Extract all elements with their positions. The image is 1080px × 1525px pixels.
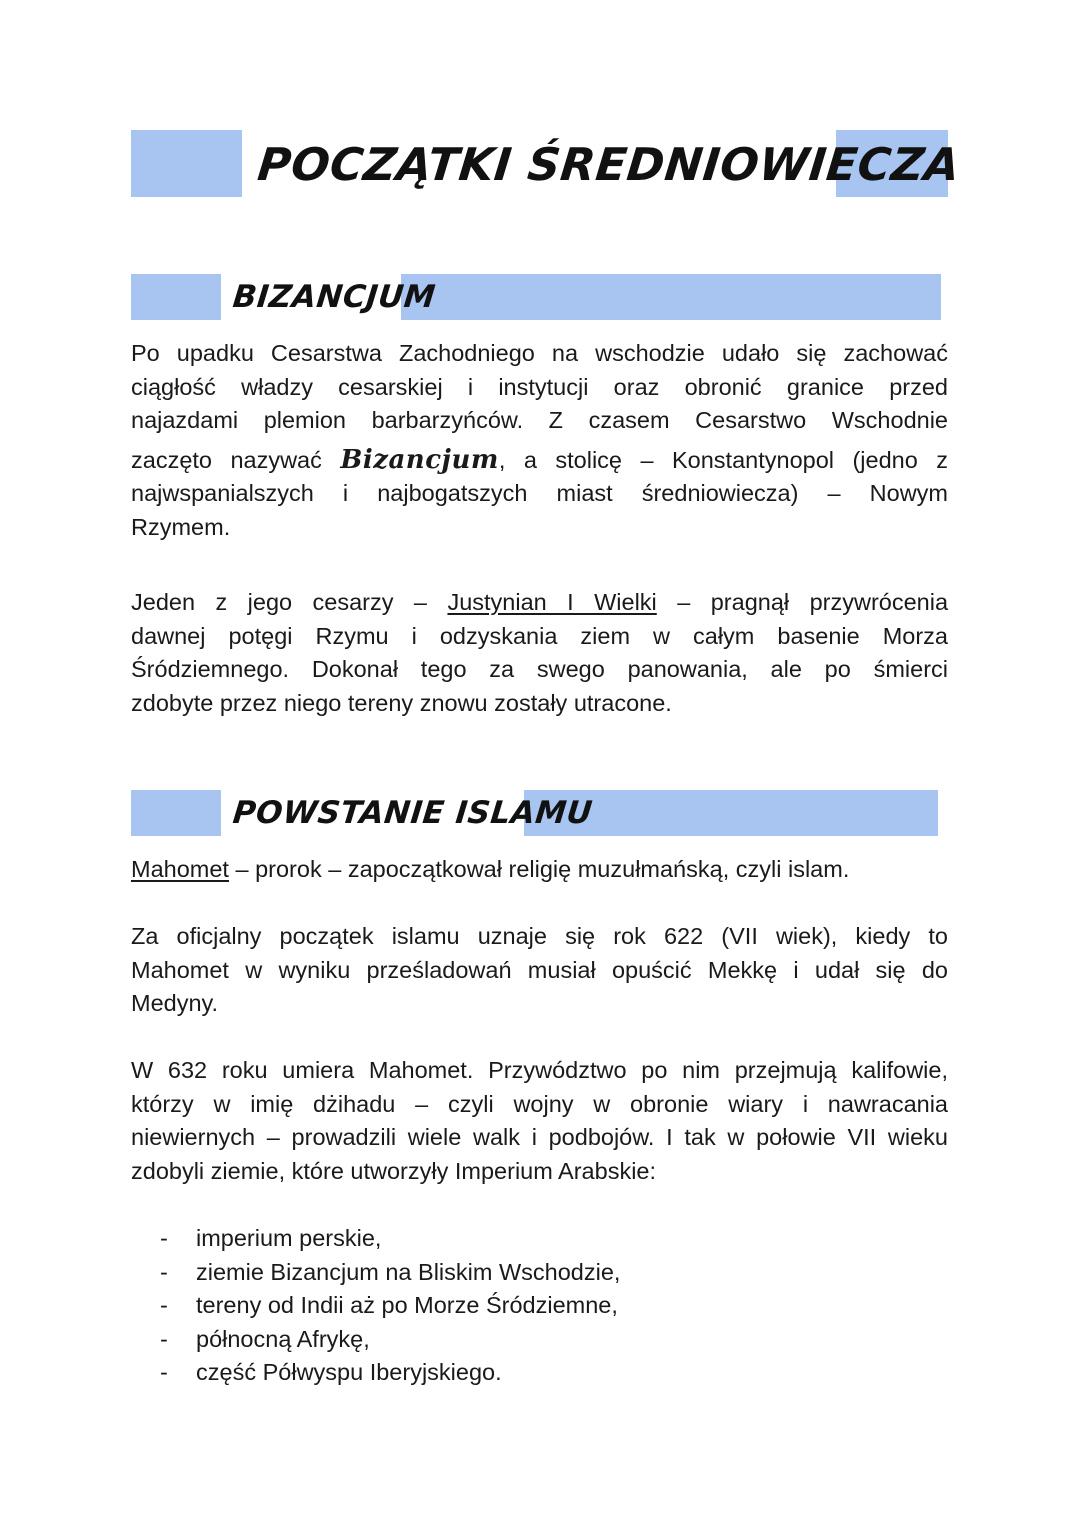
list-item (160, 1256, 620, 1290)
bullet-dash: - (160, 1258, 168, 1285)
title-left-block (131, 130, 242, 197)
list-item (160, 1222, 620, 1256)
text-fragment: – pragnął przywrócenia (656, 589, 949, 615)
bullet-dash: - (160, 1325, 168, 1352)
bullet-dash: - (160, 1225, 168, 1251)
text-fragment: – prorok – zapoczątkował religię muzułmańską, czyli islam. (228, 856, 850, 882)
text-line: Po upadku Cesarstwa Zachodniego na wschodzie udało się zachować (131, 340, 948, 366)
section-heading-byzantium: BIZANCJUM (231, 279, 438, 315)
text-line: Rzymem. (131, 513, 231, 540)
list-item-text: część Półwyspu Iberyjskiego. (196, 1359, 502, 1385)
byzantium-paragraph-1 (131, 337, 948, 544)
section-heading-islam: POWSTANIE ISLAMU (231, 795, 595, 831)
islam-paragraph-2 (131, 920, 948, 1021)
section-byzantium-right-block (401, 274, 941, 320)
text-line: najazdami plemion barbarzyńców. Z czasem Cesarstwo Wschodnie (131, 407, 948, 433)
text-line: Mahomet w wyniku prześladowań musiał opuścić Mekkę i udał się do (131, 956, 948, 983)
text-fragment: Jeden z jego cesarzy – (131, 589, 448, 615)
text-line: W 632 roku umiera Mahomet. Przywództwo po nim przejmują kalifowie, (131, 1057, 948, 1083)
text-line: najwspanialszych i najbogatszych miast średniowiecza) – Nowym (131, 480, 948, 506)
islam-paragraph-1 (131, 853, 948, 887)
list-item-text: północną Afrykę, (196, 1325, 370, 1352)
section-islam-left-block (131, 790, 221, 836)
text-line (131, 853, 948, 887)
text-line (131, 586, 948, 620)
section-byzantium-left-block (131, 274, 221, 320)
text-line (131, 444, 948, 478)
byzantium-paragraph-2 (131, 586, 948, 720)
bullet-dash: - (160, 1292, 168, 1318)
list-item (160, 1289, 620, 1323)
bullet-dash: - (160, 1359, 168, 1385)
text-fragment: zaczęto nazywać (131, 446, 341, 473)
text-line: zdobyli ziemie, które utworzyły Imperium Arabskie: (131, 1157, 657, 1184)
name-justinian: Justynian I Wielki (447, 589, 657, 615)
list-item-text: imperium perskie, (196, 1225, 382, 1251)
list-item (160, 1356, 620, 1390)
term-byzantium: Bizancjum (340, 444, 499, 475)
empire-territories-list (160, 1222, 620, 1390)
list-item-text: ziemie Bizancjum na Bliskim Wschodzie, (196, 1258, 621, 1285)
text-line: ciągłość władzy cesarskiej i instytucji oraz obronić granice przed (131, 373, 948, 400)
text-line: Śródziemnego. Dokonał tego za swego panowania, ale po śmierci (131, 656, 948, 682)
name-mahomet: Mahomet (131, 856, 229, 882)
text-line: niewiernych – prowadzili wiele walk i podbojów. I tak w połowie VII wieku (131, 1124, 948, 1150)
text-fragment: , a stolicę – Konstantynopol (jedno z (498, 446, 948, 473)
text-line: Za oficjalny początek islamu uznaje się rok 622 (VII wiek), kiedy to (131, 923, 948, 949)
text-line: którzy w imię dżihadu – czyli wojny w obronie wiary i nawracania (131, 1090, 948, 1117)
text-line: dawnej potęgi Rzymu i odzyskania ziem w całym basenie Morza (131, 622, 948, 649)
text-line: zdobyte przez niego tereny znowu zostały utracone. (131, 689, 672, 716)
islam-paragraph-3 (131, 1054, 948, 1188)
list-item (160, 1323, 620, 1357)
list-item-text: tereny od Indii aż po Morze Śródziemne, (196, 1292, 618, 1318)
text-line: Medyny. (131, 990, 219, 1016)
page-title: POCZĄTKI ŚREDNIOWIECZA (255, 138, 963, 191)
